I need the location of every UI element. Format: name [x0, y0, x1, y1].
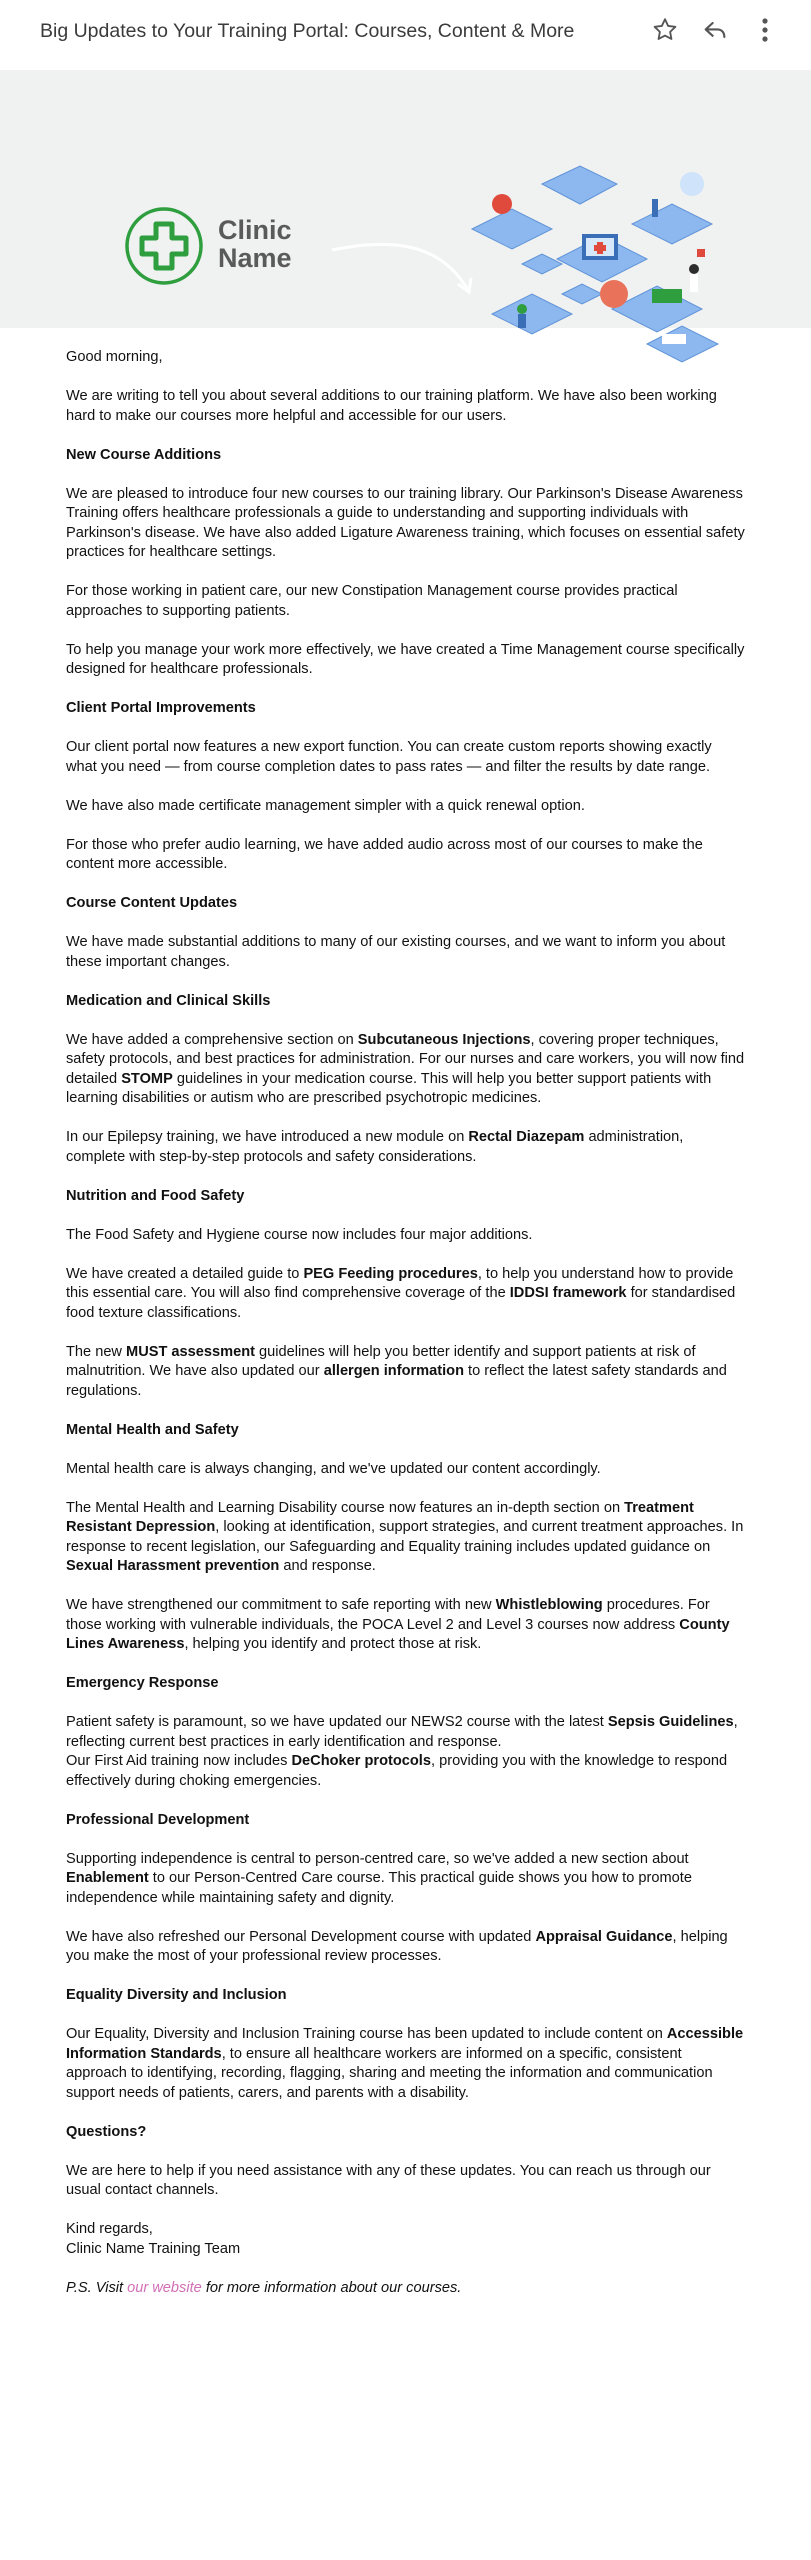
- healthcare-illustration-icon: [462, 164, 732, 379]
- paragraph-content-1: We have made substantial additions to many of our existing courses, and we want to inform you about these important changes.: [66, 934, 726, 970]
- bold-text: Accessible Information Standards: [66, 2026, 744, 2062]
- arrow-icon: [330, 220, 480, 300]
- heading-questions: Questions?: [66, 2123, 147, 2140]
- text: for standardised food texture classifications.: [66, 1285, 736, 1321]
- paragraph-nutrition-2: [66, 1265, 745, 1324]
- reply-icon[interactable]: [699, 14, 731, 46]
- clinic-logo-icon: [124, 206, 204, 291]
- bold-text: DeChoker protocols: [291, 1753, 431, 1769]
- heading-content-updates: Course Content Updates: [66, 895, 238, 911]
- star-icon[interactable]: [649, 14, 681, 46]
- heading-new-courses: New Course Additions: [66, 446, 222, 463]
- text: , to help you understand how to provide this essential care. You will also find comprehensive coverage of the: [66, 1265, 734, 1301]
- paragraph-new-1: We are pleased to introduce four new courses to our training library. Our Parkinson's Disease Awareness Training offers healthcare professionals a guide to understanding and supporting individuals with Parkinson's disease. We have also added Ligature Awareness training, which focuses on essential safety practices for healthcare settings.: [66, 485, 745, 560]
- text: , covering proper techniques, safety protocols, and best practices for administration. For our nurses and care workers, you will now find detailed: [66, 1031, 745, 1087]
- paragraph-professional-2: [66, 1928, 745, 1967]
- paragraph-emergency-1: [66, 1713, 745, 1791]
- signoff-block: [66, 2220, 745, 2259]
- bold-text: Whistleblowing: [495, 1597, 603, 1613]
- bold-text: PEG Feeding procedures: [303, 1265, 478, 1282]
- text: Our Equality, Diversity and Inclusion Training course has been updated to include content on: [66, 2026, 667, 2042]
- text: procedures. For those working with vulnerable individuals, the POCA Level 2 and Level 3 courses now address: [66, 1597, 710, 1633]
- paragraph-portal-3: For those who prefer audio learning, we have added audio across most of our courses to make the content more accessible.: [66, 836, 703, 872]
- heading-portal: Client Portal Improvements: [66, 700, 256, 716]
- paragraph-mental-1: Mental health care is always changing, and we've updated our content accordingly.: [66, 1460, 601, 1477]
- heading-equality: Equality Diversity and Inclusion: [66, 1987, 287, 2003]
- email-header: [0, 0, 811, 70]
- heading-emergency: Emergency Response: [66, 1675, 219, 1691]
- bold-text: STOMP: [121, 1070, 173, 1087]
- heading-professional: Professional Development: [66, 1811, 250, 1828]
- text: administration, complete with step-by-step protocols and safety considerations.: [66, 1129, 684, 1165]
- text: Supporting independence is central to person-centred care, so we've added a new section about: [66, 1850, 689, 1867]
- text: guidelines in your medication course. This will help you better support patients with learning disabilities or autism who are prescribed psychotropic medicines.: [66, 1070, 712, 1106]
- text: , providing you with the knowledge to respond effectively during choking emergencies.: [66, 1753, 728, 1789]
- paragraph-portal-2: We have also made certificate management simpler with a quick renewal option.: [66, 797, 585, 814]
- logo-line-1: Clinic: [218, 215, 292, 245]
- text: to our Person-Centred Care course. This practical guide shows you how to promote independence while maintaining safety and dignity.: [66, 1870, 692, 1906]
- text: We have strengthened our commitment to safe reporting with new: [66, 1597, 496, 1613]
- paragraph-questions-1: We are here to help if you need assistance with any of these updates. You can reach us through our usual contact channels.: [66, 2162, 711, 2198]
- heading-medication: Medication and Clinical Skills: [66, 992, 271, 1009]
- text: We have created a detailed guide to: [66, 1265, 304, 1282]
- heading-mental-health: Mental Health and Safety: [66, 1421, 239, 1438]
- text: , helping you identify and protect those at risk.: [184, 1636, 482, 1652]
- text: Patient safety is paramount, so we have updated our NEWS2 course with the latest: [66, 1714, 608, 1730]
- paragraph-mental-3: [66, 1596, 745, 1655]
- header-actions: [649, 14, 781, 46]
- text: for more information about our courses.: [201, 2279, 462, 2296]
- bold-text: Enablement: [66, 1870, 149, 1886]
- more-vert-icon[interactable]: [749, 14, 781, 46]
- text: to reflect the latest safety standards and regulations.: [66, 1363, 727, 1399]
- heading-nutrition: Nutrition and Food Safety: [66, 1187, 245, 1204]
- paragraph-medication-1: [66, 1031, 745, 1109]
- text: guidelines will help you better identify and support patients at risk of malnutrition. We have also updated our: [66, 1343, 696, 1379]
- text: We have added a comprehensive section on: [66, 1031, 358, 1048]
- email-banner: [0, 70, 811, 328]
- text: P.S. Visit: [66, 2279, 128, 2296]
- bold-text: County Lines Awareness: [66, 1616, 730, 1652]
- bold-text: Rectal Diazepam: [468, 1129, 585, 1145]
- paragraph-nutrition-1: The Food Safety and Hygiene course now includes four major additions.: [66, 1226, 533, 1243]
- bold-text: Appraisal Guidance: [535, 1928, 673, 1945]
- bold-text: Treatment Resistant Depression: [66, 1499, 694, 1535]
- text: , to ensure all healthcare workers are informed on a specific, consistent approach to identifying, recording, flagging, sharing and meeting the information and communication support needs of patients, carers, and parents with a disability.: [66, 2045, 713, 2101]
- text: , reflecting current best practices in early identification and response.: [66, 1714, 738, 1750]
- signoff: Kind regards,: [66, 2221, 153, 2237]
- intro-paragraph: We are writing to tell you about several additions to our training platform. We have also been working hard to make our courses more helpful and accessible for our users.: [66, 388, 717, 424]
- text: We have also refreshed our Personal Development course with updated: [66, 1928, 536, 1945]
- text: Our First Aid training now includes: [66, 1753, 292, 1769]
- text: and response.: [279, 1558, 376, 1574]
- bold-text: Sepsis Guidelines: [607, 1714, 734, 1730]
- bold-text: MUST assessment: [126, 1343, 255, 1360]
- clinic-name-logo: [218, 216, 292, 272]
- text: The Mental Health and Learning Disability course now features an in-depth section on: [66, 1499, 625, 1516]
- text: The new: [66, 1343, 127, 1360]
- paragraph-new-3: To help you manage your work more effectively, we have created a Time Management course specifically designed for healthcare professionals.: [66, 641, 745, 677]
- signature: Clinic Name Training Team: [66, 2240, 241, 2257]
- text: In our Epilepsy training, we have introduced a new module on: [66, 1129, 469, 1145]
- bold-text: Subcutaneous Injections: [357, 1031, 531, 1048]
- paragraph-medication-2: [66, 1128, 745, 1167]
- logo-line-2: Name: [218, 243, 292, 273]
- bold-text: Sexual Harassment prevention: [66, 1558, 280, 1574]
- paragraph-equality-1: [66, 2025, 745, 2103]
- email-body: [0, 348, 811, 2298]
- text: , looking at identification, support strategies, and current treatment approaches. In response to recent legislation, our Safeguarding and Equality training includes updated guidance on: [66, 1519, 744, 1555]
- paragraph-mental-2: [66, 1499, 745, 1577]
- email-subject: Big Updates to Your Training Portal: Courses, Content & More: [40, 20, 575, 42]
- paragraph-portal-1: Our client portal now features a new export function. You can create custom reports showing exactly what you need — from course completion dates to pass rates — and filter the results by date range.: [66, 739, 712, 775]
- paragraph-professional-1: [66, 1850, 745, 1909]
- postscript: [66, 2279, 745, 2299]
- paragraph-new-2: For those working in patient care, our new Constipation Management course provides practical approaches to supporting patients.: [66, 583, 678, 619]
- text: , helping you make the most of your professional review processes.: [66, 1928, 728, 1964]
- bold-text: allergen information: [323, 1363, 464, 1379]
- bold-text: IDDSI framework: [509, 1285, 627, 1301]
- greeting: Good morning,: [66, 349, 163, 365]
- paragraph-nutrition-3: [66, 1343, 745, 1402]
- website-link[interactable]: our website: [127, 2279, 202, 2296]
